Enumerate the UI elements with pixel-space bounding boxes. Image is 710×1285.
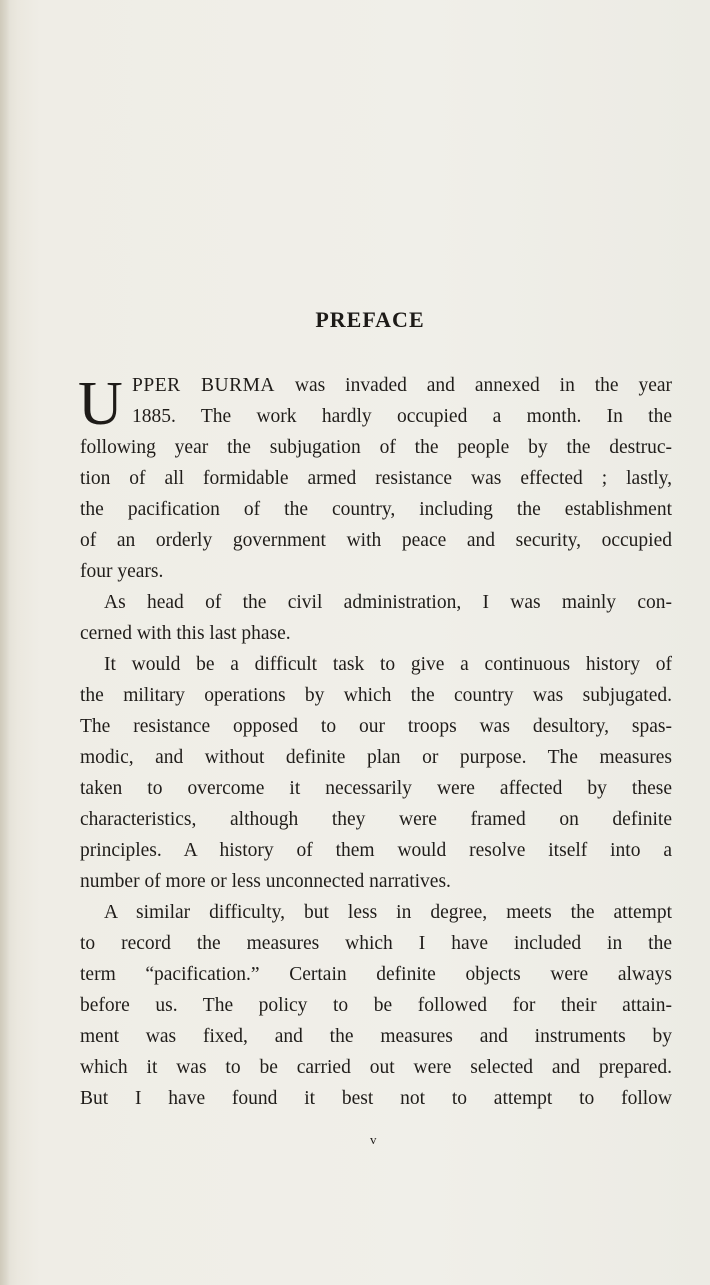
page-title: PREFACE <box>315 307 425 332</box>
text-line: to record the measures which I have included in the <box>80 933 672 954</box>
text-line: following year the subjugation of the people by the destruc- <box>80 437 672 458</box>
small-caps-lead: PPER BURMA <box>132 375 276 396</box>
text-line: A similar difficulty, but less in degree, meets the attempt <box>104 902 672 923</box>
text-line: The resistance opposed to our troops was desultory, spas- <box>80 716 672 737</box>
text-line: But I have found it best not to attempt to follow <box>80 1088 672 1109</box>
text-line: cerned with this last phase. <box>80 623 291 644</box>
text-line: taken to overcome it necessarily were affected by these <box>80 778 672 799</box>
text-line: of an orderly government with peace and security, occupied <box>80 530 672 551</box>
drop-cap: U <box>78 370 123 438</box>
text-line: the pacification of the country, including the establishment <box>80 499 672 520</box>
text-line: As head of the civil administration, I was mainly con- <box>104 592 672 613</box>
text-line: four years. <box>80 561 164 582</box>
text-line: It would be a difficult task to give a continuous history of <box>104 654 672 675</box>
text-line: PPER BURMA was invaded and annexed in the year <box>132 375 673 396</box>
text-line: which it was to be carried out were selected and prepared. <box>80 1057 672 1078</box>
text-line: before us. The policy to be followed for their attain- <box>80 995 672 1016</box>
text-line: term “pacification.” Certain definite objects were always <box>80 964 672 985</box>
text-line: 1885. The work hardly occupied a month. In the <box>132 406 672 427</box>
page-gutter-shadow <box>0 0 10 1285</box>
body-text <box>80 370 672 1114</box>
text-line: ment was fixed, and the measures and instruments by <box>80 1026 672 1047</box>
page-number: v <box>370 1132 377 1147</box>
text-line: characteristics, although they were framed on definite <box>80 809 672 830</box>
text-line: principles. A history of them would resolve itself into a <box>80 840 672 861</box>
text-line: tion of all formidable armed resistance was effected ; lastly, <box>80 468 672 489</box>
text-line: number of more or less unconnected narratives. <box>80 871 451 892</box>
text-line: the military operations by which the country was subjugated. <box>80 685 672 706</box>
text-line: modic, and without definite plan or purpose. The measures <box>80 747 672 768</box>
